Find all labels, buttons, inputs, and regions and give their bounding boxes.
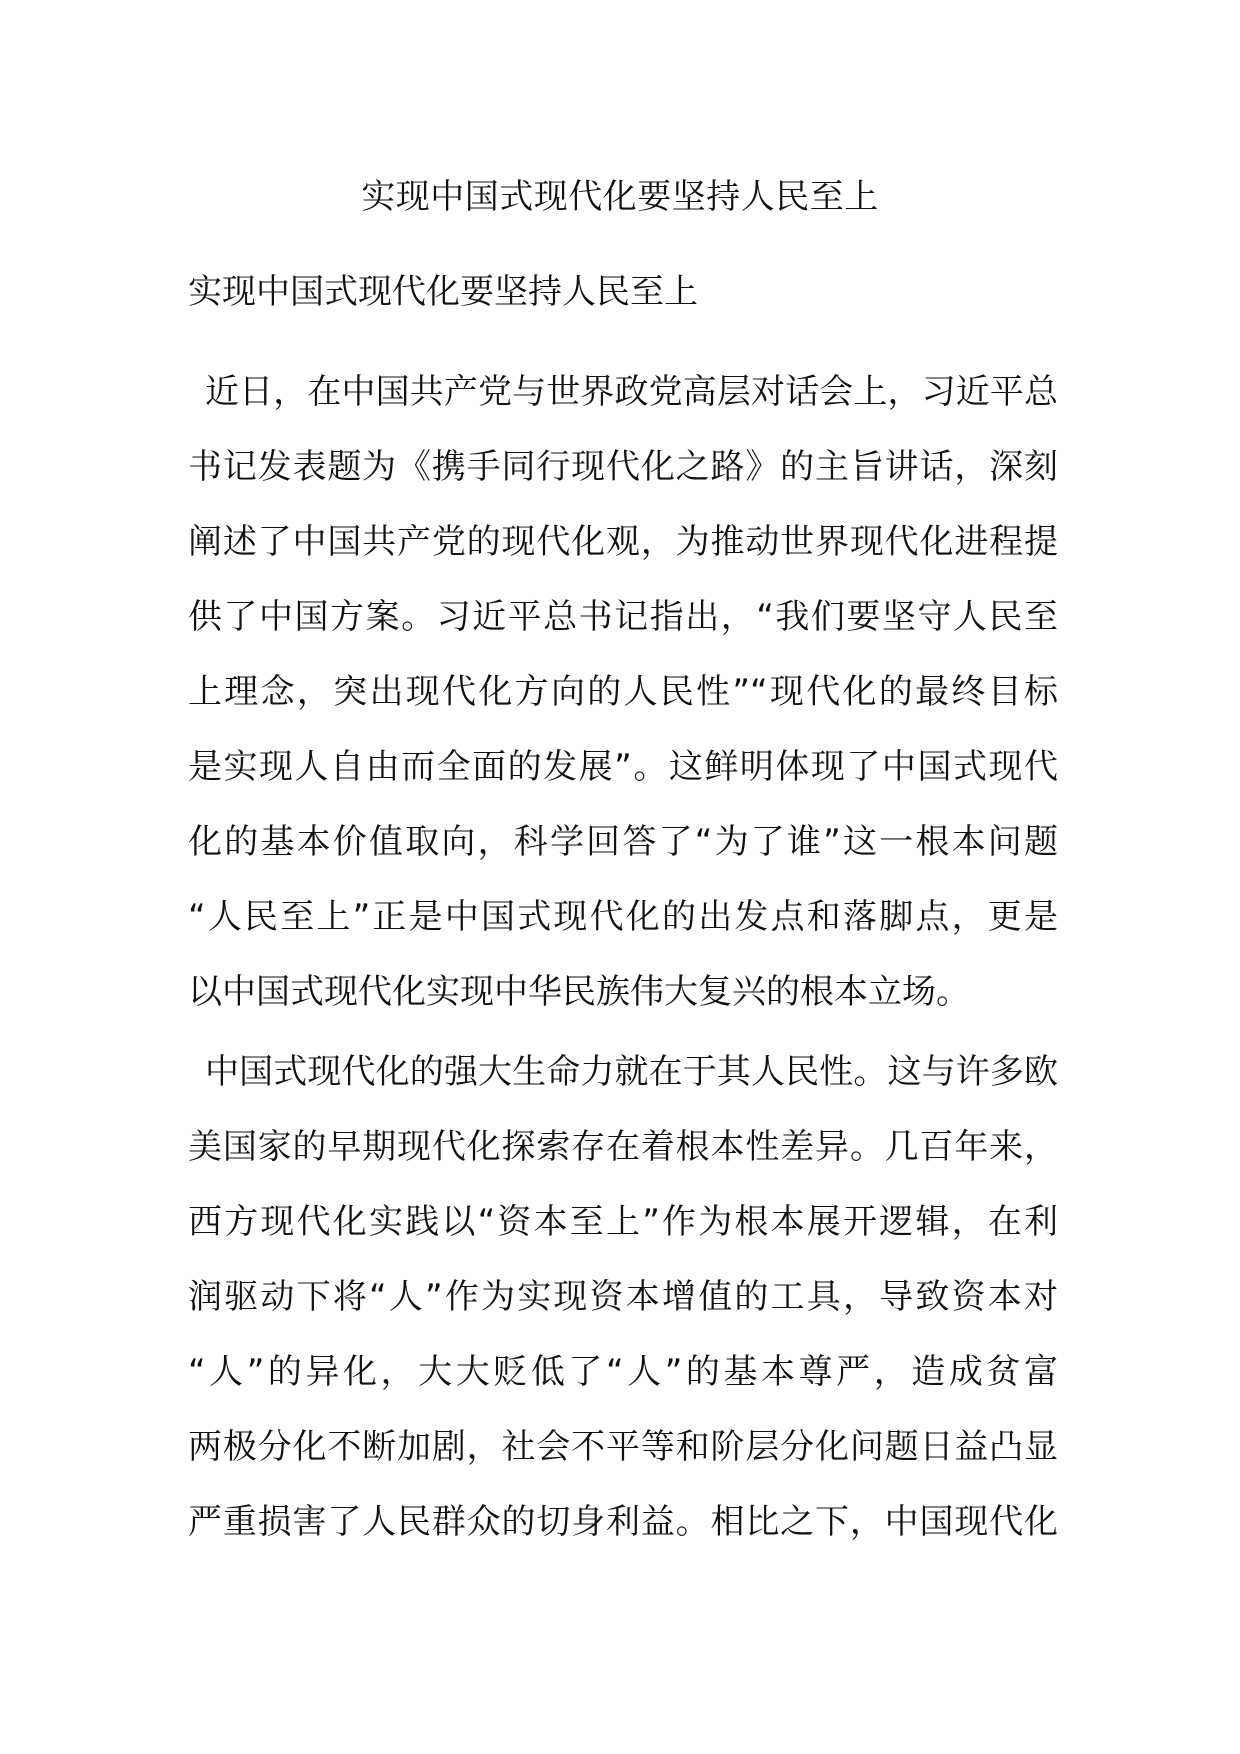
paragraph-line: 严重损害了人民群众的切身利益。相比之下，中国现代化 [188,1502,1058,1542]
paragraph-line: 西方现代化实践以“资本至上”作为根本展开逻辑，在利 [188,1202,1058,1242]
paragraph-1 [188,355,1058,1030]
document-title: 实现中国式现代化要坚持人民至上 [361,177,879,217]
paragraph-line: 是实现人自由而全面的发展”。这鲜明体现了中国式现代 [188,747,1058,787]
paragraph-line: “人”的异化，大大贬低了“人”的基本尊严，造成贫富 [188,1352,1058,1392]
paragraph-line: 近日，在中国共产党与世界政党高层对话会上，习近平总 [205,372,1058,412]
paragraph-2 [188,1035,1058,1560]
paragraph-line: 以中国式现代化实现中华民族伟大复兴的根本立场。 [188,972,970,1012]
paragraph-line: 中国式现代化的强大生命力就在于其人民性。这与许多欧 [205,1052,1058,1092]
paragraph-line: 上理念，突出现代化方向的人民性”“现代化的最终目标 [188,672,1058,712]
paragraph-line: 化的基本价值取向，科学回答了“为了谁”这一根本问题 [188,822,1058,862]
paragraph-line: 润驱动下将“人”作为实现资本增值的工具，导致资本对 [188,1277,1058,1317]
paragraph-line: 阐述了中国共产党的现代化观，为推动世界现代化进程提 [188,522,1058,562]
paragraph-line: 供了中国方案。习近平总书记指出，“我们要坚守人民至 [188,597,1058,637]
paragraph-line: 美国家的早期现代化探索存在着根本性差异。几百年来， [188,1127,1058,1167]
paragraph-line: “人民至上”正是中国式现代化的出发点和落脚点，更是 [188,897,1058,937]
document-subtitle: 实现中国式现代化要坚持人民至上 [188,272,698,312]
paragraph-line: 书记发表题为《携手同行现代化之路》的主旨讲话，深刻 [188,447,1058,487]
paragraph-line: 两极分化不断加剧，社会不平等和阶层分化问题日益凸显 [188,1427,1058,1467]
